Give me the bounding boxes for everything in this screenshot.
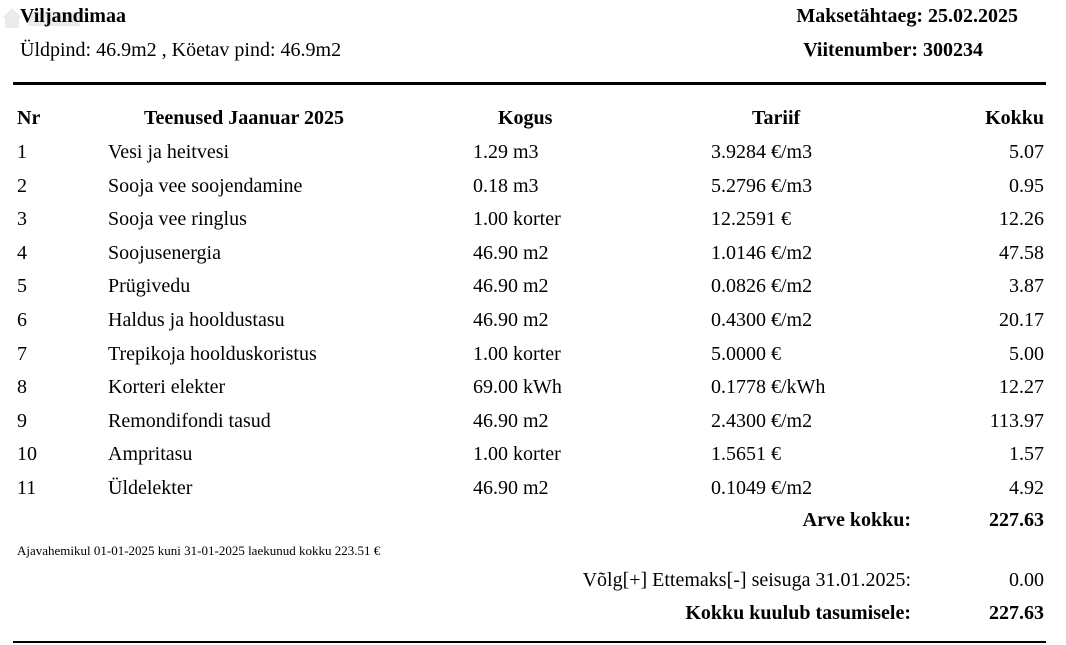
row-nr: 11	[17, 477, 37, 499]
row-quantity: 1.00 korter	[473, 443, 561, 465]
row-quantity: 1.29 m3	[473, 141, 539, 163]
row-nr: 2	[17, 175, 27, 197]
region-title: Viljandimaa	[20, 5, 126, 27]
col-nr-header: Nr	[17, 107, 41, 129]
row-total: 47.58	[999, 242, 1044, 264]
row-quantity: 0.18 m3	[473, 175, 539, 197]
row-quantity: 46.90 m2	[473, 242, 549, 264]
row-service: Sooja vee soojendamine	[108, 175, 303, 197]
row-service: Vesi ja heitvesi	[108, 141, 230, 163]
row-tariff: 12.2591 €	[711, 208, 791, 230]
row-quantity: 46.90 m2	[473, 477, 549, 499]
footer-divider	[13, 641, 1046, 643]
row-nr: 4	[17, 242, 27, 264]
row-tariff: 0.1778 €/kWh	[711, 376, 826, 398]
row-nr: 1	[17, 141, 27, 163]
due-total-value: 227.63	[989, 602, 1044, 624]
due-total-label: Kokku kuulub tasumisele:	[685, 602, 911, 624]
row-tariff: 1.5651 €	[711, 443, 781, 465]
row-nr: 7	[17, 343, 27, 365]
row-total: 0.95	[1009, 175, 1044, 197]
payments-note: Ajavahemikul 01-01-2025 kuni 31-01-2025 laekunud kokku 223.51 €	[17, 543, 381, 558]
invoice-total-value: 227.63	[989, 509, 1044, 531]
invoice-total-label: Arve kokku:	[802, 509, 911, 531]
row-quantity: 1.00 korter	[473, 343, 561, 365]
row-quantity: 46.90 m2	[473, 275, 549, 297]
row-nr: 5	[17, 275, 27, 297]
row-tariff: 5.2796 €/m3	[711, 175, 813, 197]
row-total: 3.87	[1009, 275, 1044, 297]
row-total: 5.00	[1009, 343, 1044, 365]
row-tariff: 0.4300 €/m2	[711, 309, 813, 331]
row-service: Ampritasu	[108, 443, 193, 465]
row-total: 20.17	[999, 309, 1044, 331]
row-total: 12.26	[999, 208, 1044, 230]
row-nr: 10	[17, 443, 37, 465]
row-tariff: 0.1049 €/m2	[711, 477, 813, 499]
row-service: Korteri elekter	[108, 376, 226, 398]
col-total-header: Kokku	[985, 107, 1044, 129]
row-nr: 3	[17, 208, 27, 230]
row-total: 113.97	[989, 410, 1044, 432]
row-nr: 9	[17, 410, 27, 432]
row-total: 4.92	[1009, 477, 1044, 499]
row-total: 1.57	[1009, 443, 1044, 465]
col-qty-header: Kogus	[498, 107, 553, 129]
row-total: 5.07	[1009, 141, 1044, 163]
area-info: Üldpind: 46.9m2 , Köetav pind: 46.9m2	[20, 39, 342, 61]
row-service: Remondifondi tasud	[108, 410, 271, 432]
balance-label: Võlg[+] Ettemaks[-] seisuga 31.01.2025:	[582, 569, 911, 591]
row-tariff: 1.0146 €/m2	[711, 242, 813, 264]
row-quantity: 46.90 m2	[473, 309, 549, 331]
balance-value: 0.00	[1009, 569, 1044, 591]
row-tariff: 0.0826 €/m2	[711, 275, 813, 297]
row-tariff: 5.0000 €	[711, 343, 781, 365]
row-service: Haldus ja hooldustasu	[108, 309, 285, 331]
row-tariff: 2.4300 €/m2	[711, 410, 813, 432]
row-service: Trepikoja hoolduskoristus	[108, 343, 317, 365]
col-tariff-header: Tariif	[752, 107, 801, 129]
row-service: Soojusenergia	[108, 242, 221, 264]
row-service: Üldelekter	[108, 477, 193, 499]
row-tariff: 3.9284 €/m3	[711, 141, 813, 163]
row-total: 12.27	[999, 376, 1044, 398]
col-service-header: Teenused Jaanuar 2025	[144, 107, 345, 129]
row-quantity: 1.00 korter	[473, 208, 561, 230]
row-nr: 8	[17, 376, 27, 398]
row-nr: 6	[17, 309, 27, 331]
reference-number: Viitenumber: 300234	[803, 39, 983, 61]
header-divider	[13, 82, 1046, 85]
due-date: Maksetähtaeg: 25.02.2025	[796, 5, 1018, 27]
row-service: Sooja vee ringlus	[108, 208, 247, 230]
row-service: Prügivedu	[108, 275, 191, 297]
row-quantity: 69.00 kWh	[473, 376, 562, 398]
row-quantity: 46.90 m2	[473, 410, 549, 432]
